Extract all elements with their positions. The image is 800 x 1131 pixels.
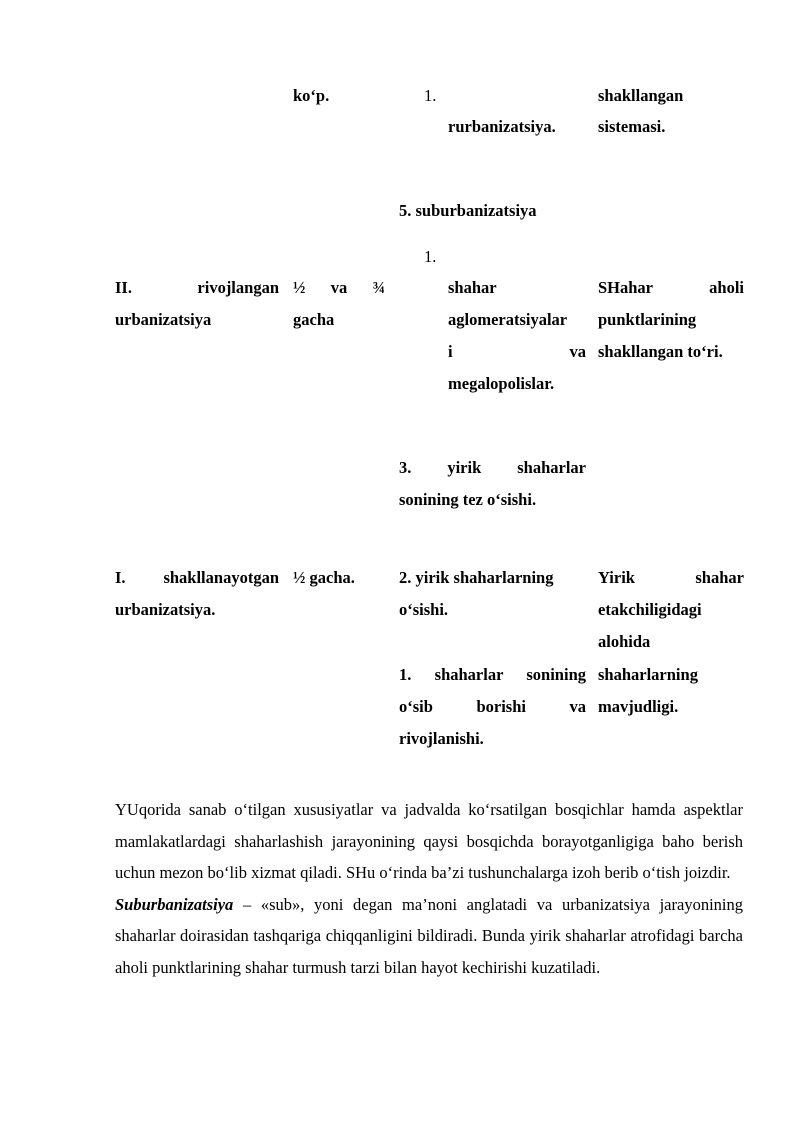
row2-col4-line2: punktlarining (598, 310, 697, 329)
row3-col1-line2: urbanizatsiya. (115, 600, 216, 619)
row2-col3-line4: megalopolislar. (448, 374, 555, 393)
row3-col4-line1 (598, 562, 744, 594)
row3-col3-item2-line2: o‘sishi. (399, 600, 449, 619)
paragraph-suburbanization (115, 889, 743, 984)
row1-col2: ko‘p. (293, 86, 330, 105)
row1-col3-number: 1. (424, 86, 437, 105)
word: SHahar (598, 278, 654, 297)
word: aholi (709, 278, 744, 297)
row2-col4-line3: shakllangan to‘ri. (598, 342, 723, 361)
stage-word: shakllanayotgan (163, 568, 279, 587)
row2-col3-line3 (448, 336, 586, 368)
row3-col4-line5: mavjudligi. (598, 697, 679, 716)
word-fragment: i (448, 342, 453, 361)
body-text (115, 794, 743, 983)
row3-col4-line4: shaharlarning (598, 665, 698, 684)
row3-col2: ½ gacha. (293, 568, 355, 587)
word: shahar (695, 568, 744, 587)
row2-extra-line1 (399, 452, 586, 484)
row2-col3-line2: aglomeratsiyalar (448, 310, 568, 329)
row2-col4-line1 (598, 272, 744, 304)
word: borishi (476, 697, 526, 716)
row2-col1-line1 (115, 272, 279, 304)
defined-term: Suburbanizatsiya (115, 894, 234, 914)
conjunction: va (330, 278, 348, 297)
row1-col4-line2: sistemasi. (598, 117, 666, 136)
suburbanization-item: 5. suburbanizatsiya (399, 201, 537, 220)
row2-col1-line2: urbanizatsiya (115, 310, 212, 329)
fraction-three-quarters: ¾ (372, 278, 385, 297)
row2-col3-line1: shahar (448, 278, 497, 297)
row2-extra-line2: sonining tez o‘sishi. (399, 490, 537, 509)
stage-word: rivojlangan (197, 278, 279, 297)
paragraph-intro: YUqorida sanab o‘tilgan xususiyatlar va jadvalda ko‘rsatilgan bosqichlar hamda aspektlar mamlakatlardagi shaharlashish jarayonining qaysi bosqichda borayotganligiga baho berish uchun mezon bo‘lib xizmat qiladi. SHu o‘rinda ba’zi tushunchalarga izoh berib o‘tish joizdir. (115, 800, 743, 882)
definition-text: – «sub», yoni degan ma’noni anglatadi va urbanizatsiya jarayonining shaharlar doirasidan tashqariga chiqqanligini bildiradi. Bunda yirik shaharlar atrofidagi barcha aholi punktlarining shahar turmush tarzi bilan hayot kechirishi kuzatiladi. (115, 894, 743, 977)
row3-col3-item1-line2 (399, 691, 586, 723)
stage-number: I. (115, 568, 126, 587)
row1-col4-line1: shakllangan (598, 86, 684, 105)
row2-col2-line1 (293, 272, 385, 304)
row3-col3-item1-line1: 1. shaharlar sonining (399, 665, 586, 684)
conjunction: va (569, 697, 586, 716)
fraction-half: ½ (293, 278, 306, 297)
word: shaharlar (517, 458, 586, 477)
row3-col3-item2-line1: 2. yirik shaharlarning (399, 568, 554, 587)
word: Yirik (598, 568, 635, 587)
row3-col4-line2: etakchiligidagi (598, 600, 702, 619)
item-number: 3. (399, 458, 412, 477)
conjunction: va (569, 342, 586, 361)
stage-number: II. (115, 278, 132, 297)
word: yirik (447, 458, 482, 477)
row3-col1-line1 (115, 562, 279, 594)
row2-col3-number: 1. (424, 247, 437, 266)
row3-col4-line3: alohida (598, 632, 651, 651)
row1-col3-text: rurbanizatsiya. (448, 117, 556, 136)
row3-col3-item1-line3: rivojlanishi. (399, 729, 484, 748)
word: o‘sib (399, 697, 433, 716)
row2-col2-line2: gacha (293, 310, 335, 329)
